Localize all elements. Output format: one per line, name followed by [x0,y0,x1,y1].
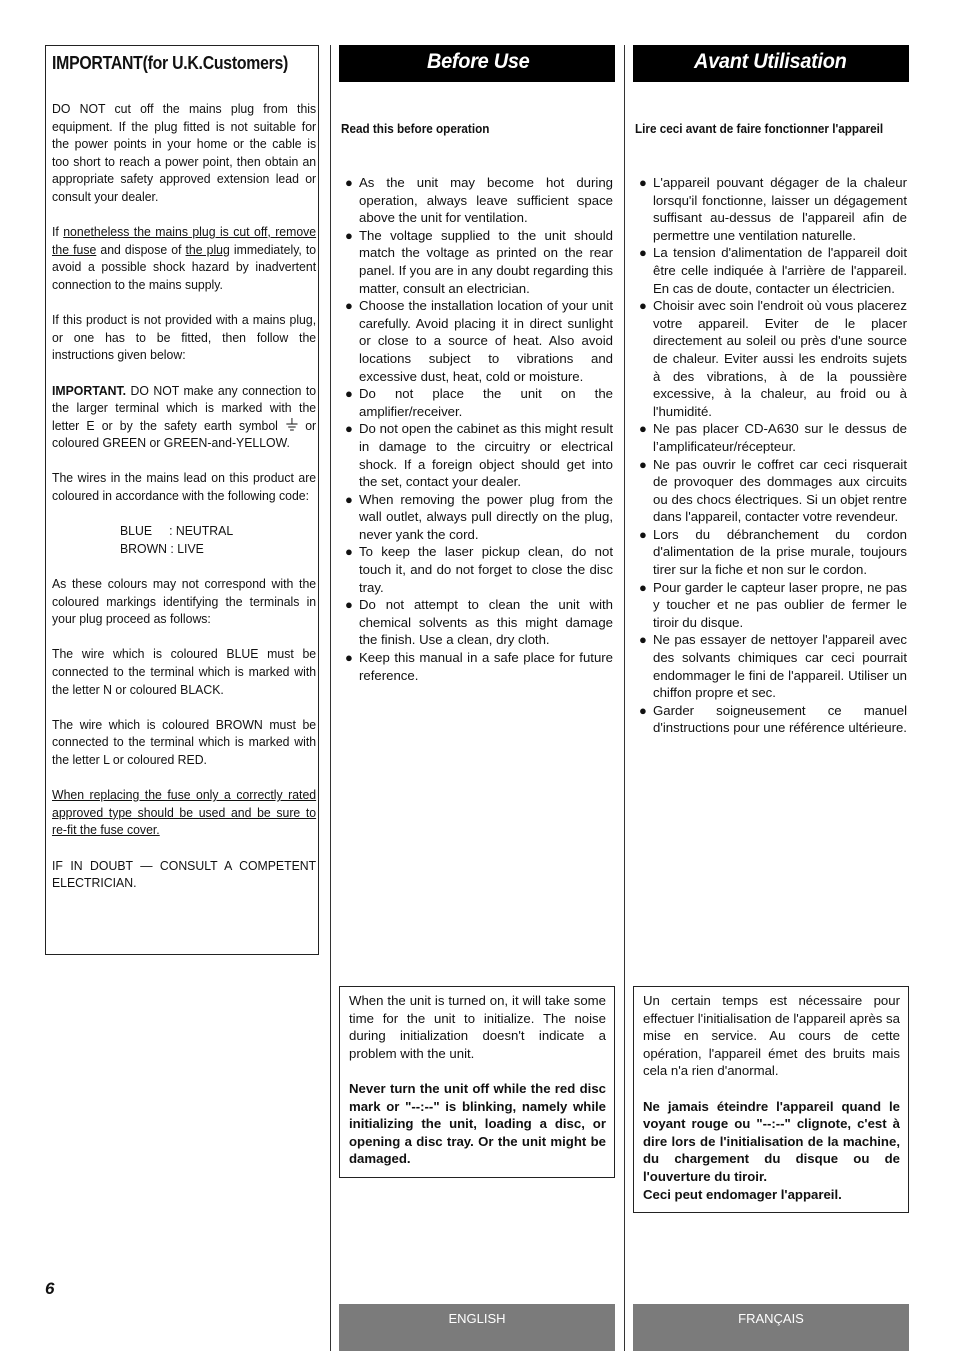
list-item-text: Keep this manual in a safe place for future reference. [359,650,613,683]
french-subheading: Lire ceci avant de faire fonctionner l'appareil [635,122,884,136]
list-item [635,174,907,244]
english-subheading: Read this before operation [341,122,490,136]
english-precautions-list [341,174,613,684]
uk-paragraph-5: The wires in the mains lead on this product are coloured in accordance with the following code: [52,470,317,504]
uk-important-box [45,45,319,955]
french-header [633,45,909,82]
english-footer-label: ENGLISH [448,1311,506,1326]
bullet-icon: ● [639,579,647,595]
list-item-text: As the unit may become hot during operation, always leave sufficient space above the unit for ventilation. [359,175,613,226]
bullet-icon: ● [345,544,353,560]
column-divider-left [330,45,331,1351]
earth-symbol-icon [285,418,298,432]
code-brown: BROWN : LIVE [120,540,204,556]
bullet-icon: ● [345,650,353,666]
uk-paragraph-1: DO NOT cut off the mains plug from this equipment. If the plug fitted is not suitable for the power points in your home or the cable is too short to reach a power point, then obtain an appropriate safety approved extension lead or consult your dealer. [52,101,317,204]
bullet-icon: ● [345,227,353,243]
french-note-text: Un certain temps est nécessaire pour effectuer l'initialisation de l'appareil après sa mise en service. Au cours de cette opération, l'appareil émet des bruits mais cela n'a rien d'anormal. [643,993,900,1079]
list-item-text: Ne pas ouvrir le coffret car ceci risquerait de provoquer des dommages aux circuits ou des chocs électriques. Si un objet rentre dans l'appareil, contacter votre revendeur. [653,456,907,525]
french-header-title: Avant Utilisation [694,50,847,73]
list-item-text: Choose the installation location of your unit carefully. Avoid placing it in direct sunlight or close to a source of heat. Also avoid locations subject to vibrations and excessive dust, heat, cold or moisture. [359,298,613,384]
bullet-icon: ● [639,298,647,314]
bullet-icon: ● [345,421,353,437]
english-note-text: When the unit is turned on, it will take some time for the unit to initialize. The noise during initialization doesn't indicate a problem with the unit. [349,993,606,1061]
uk-title: IMPORTANT(for U.K.Customers) [52,53,289,73]
list-item-text: The voltage supplied to the unit should match the voltage as printed on the rear panel. If you are in any doubt regarding this matter, consult an electrician. [359,227,613,296]
bullet-icon: ● [639,245,647,261]
english-header-title: Before Use [427,50,530,73]
english-header [339,45,615,82]
french-footer-label: FRANÇAIS [738,1311,804,1326]
list-item-text: Choisir avec soin l'endroit où vous placerez votre appareil. Eviter de le placer directement au soleil ou près d'une source de chaleur. Eviter aussi les endroits sujets à des vibrations, à de la poussière excessive, à la chaleur, au froid ou à l'humidité. [653,298,907,419]
bullet-icon: ● [345,175,353,190]
list-item-text: Do not place the unit on the amplifier/receiver. [359,386,613,419]
list-item [341,649,613,684]
list-item [635,631,907,701]
uk-paragraph-4: IMPORTANT. DO NOT make any connection to the larger terminal which is marked with the letter E or by the safety earth symbol or coloured GREEN or GREEN-and-YELLOW. [52,382,317,451]
french-footer [633,1304,909,1351]
list-item [341,543,613,596]
list-item-text: Lors du débranchement du cordon d'alimentation de la prise murale, toujours tirer sur la fiche et non sur le cordon. [653,526,907,578]
uk-paragraph-10: IF IN DOUBT — CONSULT A COMPETENT ELECTRICIAN. [52,857,317,891]
list-item [635,244,907,297]
uk-paragraph-6: As these colours may not correspond with the coloured markings identifying the terminals in your plug proceed as follows: [52,576,317,627]
list-item [635,456,907,526]
english-footer [339,1304,615,1351]
bullet-icon: ● [345,597,353,613]
list-item [341,297,613,385]
list-item [635,526,907,579]
uk-paragraph-3: If this product is not provided with a mains plug, or one has to be fitted, then follow the instructions given below: [52,312,317,363]
list-item-text: Garder soigneusement ce manuel d'instructions pour une référence ultérieure. [653,702,907,736]
code-blue: BLUE : NEUTRAL [120,523,234,539]
list-item-text: To keep the laser pickup clean, do not touch it, and do not forget to close the disc tray. [359,544,613,595]
column-divider-right [624,45,625,1351]
list-item [341,174,613,227]
french-note-box [633,986,909,1213]
bullet-icon: ● [639,526,647,542]
bullet-icon: ● [345,298,353,314]
list-item-text: Ne pas placer CD-A630 sur le dessus de l’amplificateur/récepteur. [653,421,907,454]
french-note-warning-2: Ceci peut endomager l'appareil. [643,1186,842,1202]
uk-paragraph-9: When replacing the fuse only a correctly rated approved type should be used and be sure to re-fit the fuse cover. [52,787,317,838]
uk-paragraph-8: The wire which is coloured BROWN must be connected to the terminal which is marked with the letter L or coloured RED. [52,716,317,767]
list-item-text: L'appareil pouvant dégager de la chaleur lorsqu'il fonctionne, laisser un dégagement suffisant au-dessus de l'appareil afin de permettre une ventilation naturelle. [653,175,907,243]
bullet-icon: ● [639,632,647,648]
wire-color-codes [120,522,299,557]
list-item [341,227,613,297]
list-item [635,297,907,420]
list-item-text: Pour garder le capteur laser propre, ne pas y toucher et ne pas oublier de fermer le tiroir du disque. [653,579,907,630]
bullet-icon: ● [639,175,647,190]
english-note-warning: Never turn the unit off while the red disc mark or "--:--" is blinking, namely while initializing the unit, loading a disc, or opening a disc tray. Or the unit might be damaged. [349,1080,606,1167]
list-item-text: Ne pas essayer de nettoyer l'appareil avec des solvants chimiques car ceci pourrait endommager le fini de l'appareil. Utiliser un chiffon propre et sec. [653,632,907,701]
list-item-text: Do not attempt to clean the unit with chemical solvents as this might damage the finish. Use a clean, dry cloth. [359,597,613,648]
english-note-box [339,986,615,1178]
uk-paragraph-2: If nonetheless the mains plug is cut off, remove the fuse and dispose of the plug immediately, to avoid a possible shock hazard by inadvertent connection to the mains supply. [52,224,317,292]
list-item [635,702,907,737]
bullet-icon: ● [345,491,353,507]
uk-paragraph-7: The wire which is coloured BLUE must be connected to the terminal which is marked with the letter N or coloured BLACK. [52,646,317,697]
list-item-text: When removing the power plug from the wall outlet, always pull directly on the plug, never yank the cord. [359,491,613,542]
list-item [341,385,613,420]
list-item [341,596,613,649]
french-note-warning: Ne jamais éteindre l'appareil quand le voyant rouge ou "--:--" clignote, c'est à dire lors de l'initialisation de la machine, du chargement du disque ou de l'ouverture du tiroir. [643,1098,900,1184]
list-item [635,579,907,632]
bullet-icon: ● [639,421,647,437]
list-item [635,420,907,455]
page-number: 6 [45,1279,55,1298]
french-precautions-list [635,174,907,737]
list-item [341,491,613,544]
list-item-text: La tension d'alimentation de l'appareil doit être celle indiquée à l'arrière de l'appareil. En cas de doute, contacter un électricien. [653,245,907,296]
bullet-icon: ● [639,702,647,718]
list-item [341,420,613,490]
bullet-icon: ● [639,456,647,472]
bullet-icon: ● [345,386,353,402]
list-item-text: Do not open the cabinet as this might result in damage to the circuitry or electrical shock. If a foreign object should get into the set, contact your dealer. [359,421,613,490]
